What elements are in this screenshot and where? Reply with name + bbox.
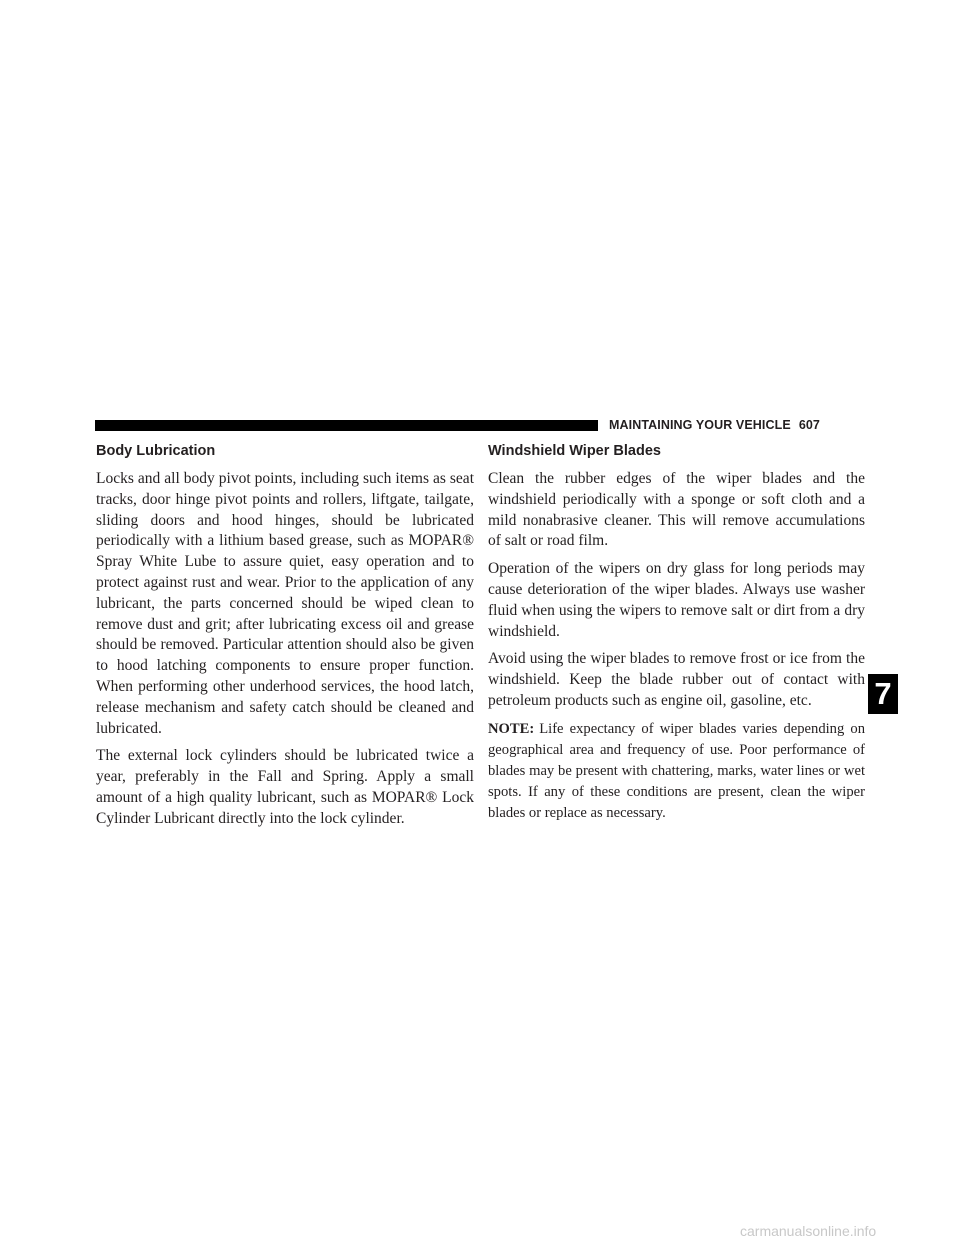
wiper-blades-paragraph-1: Clean the rubber edges of the wiper blades and the windshield periodically with a sponge or soft cloth and a mild nonabrasive cleaner. This will remove accumulations of salt or road film. (488, 470, 865, 550)
right-column (488, 441, 865, 831)
wiper-blades-paragraph-2: Operation of the wipers on dry glass for long periods may cause deterioration of the wiper blades. Always use washer fluid when using the wipers to remove salt or dirt from a dry windshield. (488, 560, 865, 640)
running-header (609, 418, 820, 432)
body-lubrication-paragraph-1: Locks and all body pivot points, including such items as seat tracks, door hinge pivot points and rollers, liftgate, tailgate, sliding doors and hood hinges, should be lubricated periodically with a lithium based grease, such as MOPAR® Spray White Lube to assure quiet, easy operation and to protect against rust and wear. Prior to the application of any lubricant, the parts concerned should be wiped clean to remove dust and grit; after lubricating excess oil and grease should be removed. Particular attention should also be given to hood latching components to ensure proper function. When performing other underhood services, the hood latch, release mechanism and safety catch should be cleaned and lubricated. (96, 470, 474, 737)
note-text: Life expectancy of wiper blades varies depending on geographical area and frequency of use. Poor performance of blades may be present with chattering, marks, water lines or wet spots. If any of these conditions are present, clean the wiper blades or replace as necessary. (488, 720, 865, 821)
left-column (96, 441, 474, 837)
note-block (488, 719, 865, 824)
page-number: 607 (798, 418, 820, 432)
body-lubrication-paragraph-2: The external lock cylinders should be lubricated twice a year, preferably in the Fall and Spring. Apply a small amount of a high quality lubricant, such as MOPAR® Lock Cylinder Lubricant directly into the lock cylinder. (96, 747, 474, 827)
wiper-blades-paragraph-3: Avoid using the wiper blades to remove frost or ice from the windshield. Keep the blade rubber out of contact with petroleum products such as engine oil, gasoline, etc. (488, 650, 865, 709)
wiper-blades-heading: Windshield Wiper Blades (488, 443, 661, 459)
section-title: MAINTAINING YOUR VEHICLE (609, 418, 791, 432)
header-rule (95, 420, 598, 431)
body-lubrication-heading: Body Lubrication (96, 443, 216, 459)
watermark-link[interactable]: carmanualsonline.info (740, 1223, 877, 1239)
note-label: NOTE: (488, 720, 535, 737)
chapter-tab: 7 (868, 674, 898, 714)
